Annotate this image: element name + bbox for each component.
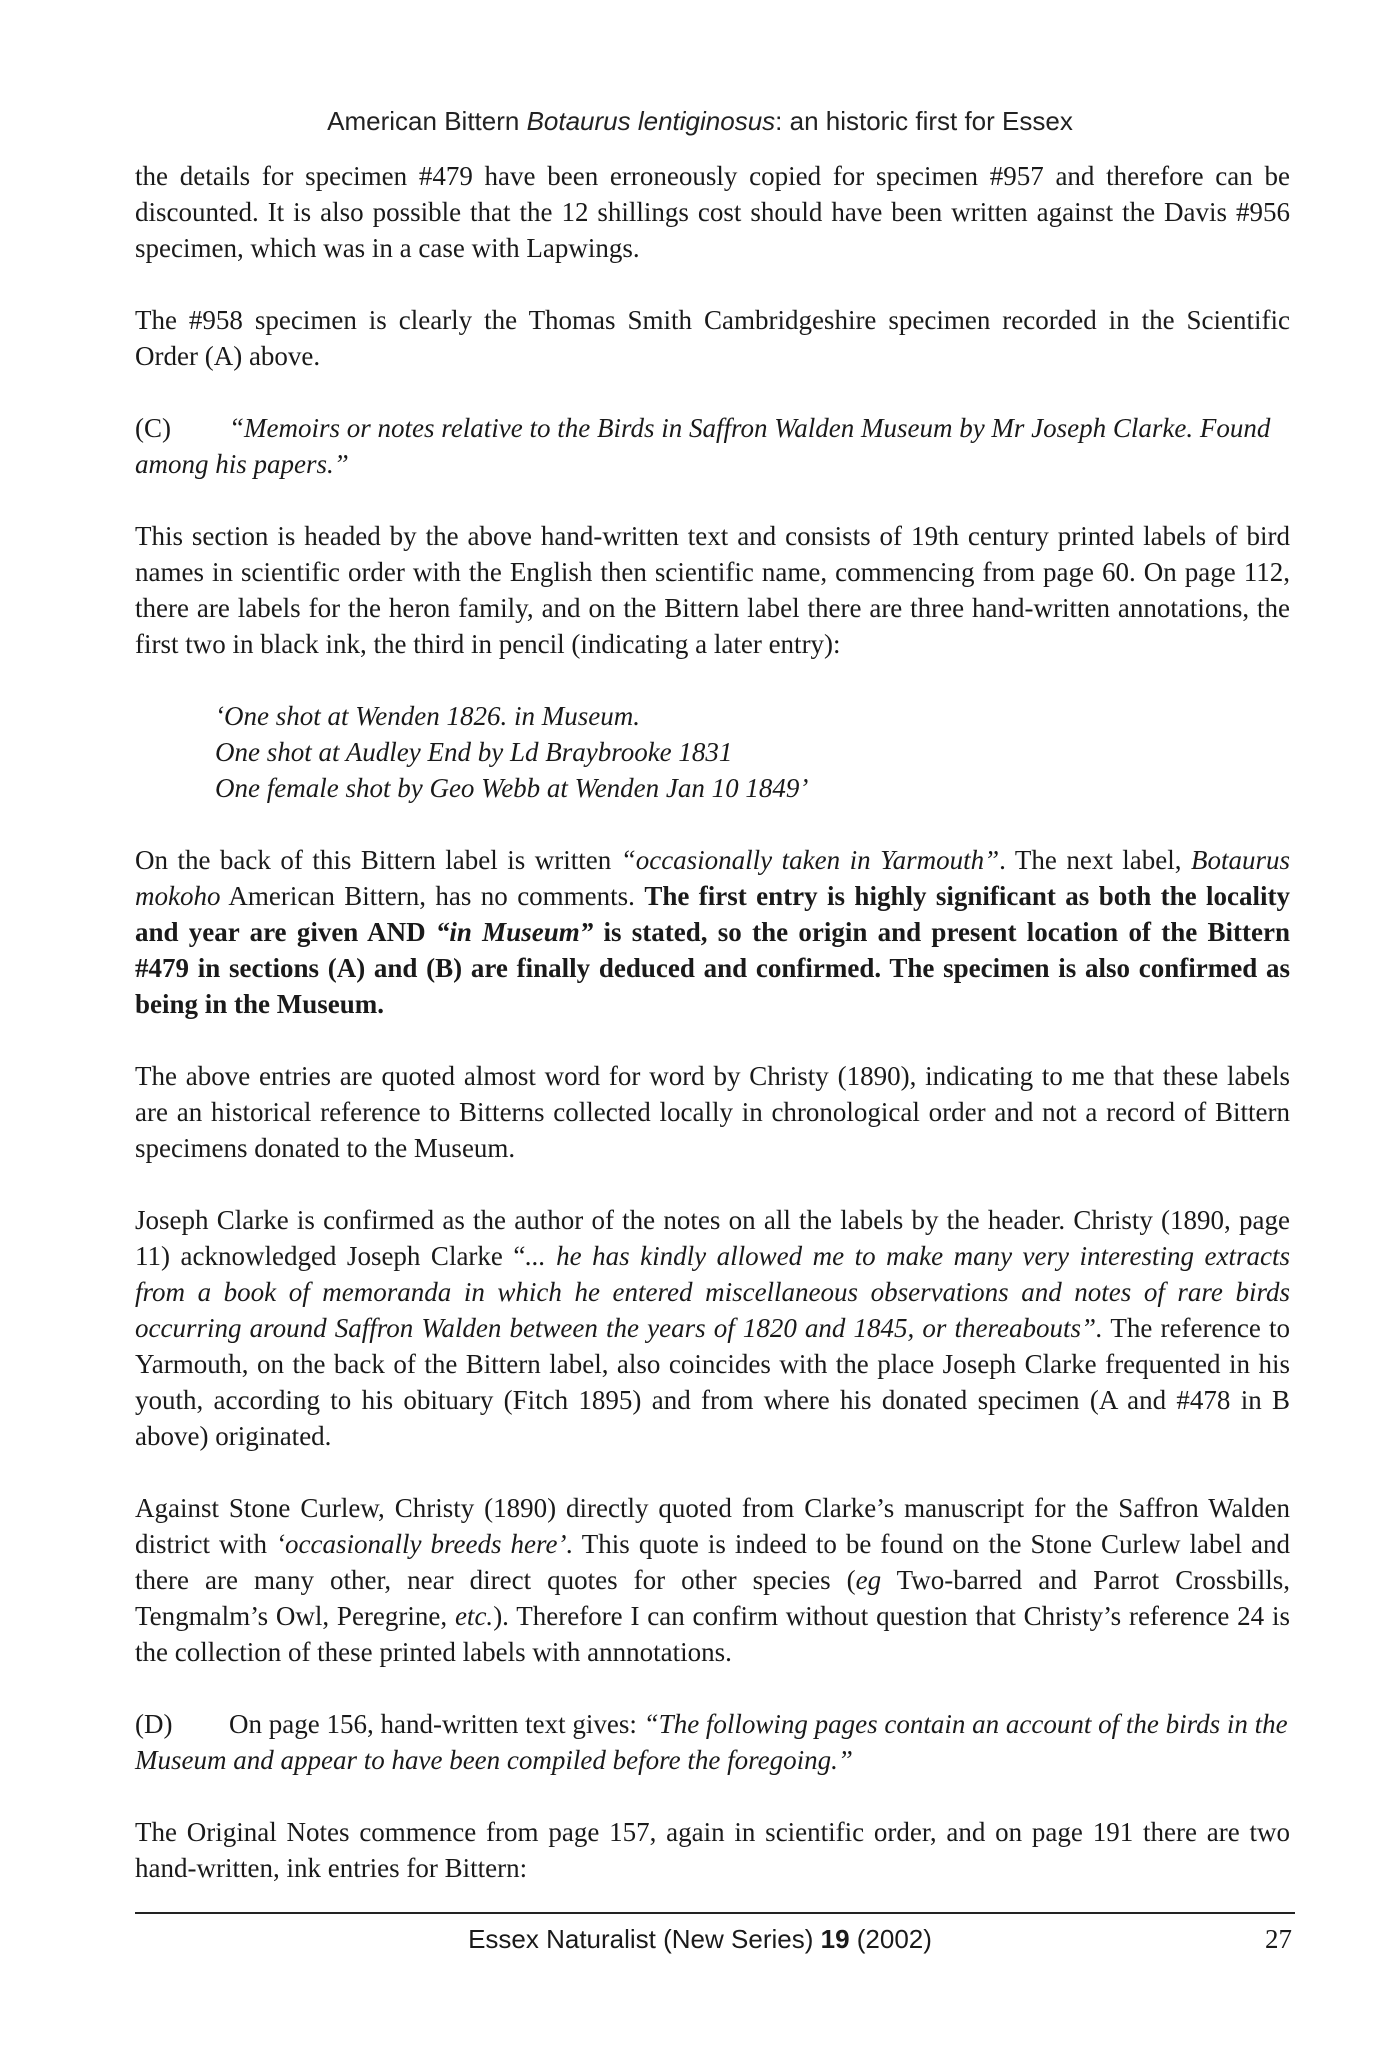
paragraph-labels-description: This section is headed by the above hand-written text and consists of 19th century printed labels of bird names in scientific order with the English then scientific name, commencing from page 60. On page 112, there are labels for the heron family, and on the Bittern label there are three hand-written annotations, the first two in black ink, the third in pencil (indicating a later entry): — [135, 521, 1290, 659]
paragraph-specimen-958: The #958 specimen is clearly the Thomas Smith Cambridgeshire specimen recorded in the Scientific Order (A) above. — [135, 305, 1290, 371]
quote-line-2: One shot at Audley End by Ld Braybrooke 1831 — [215, 737, 733, 767]
quote-line-3: One female shot by Geo Webb at Wenden Jan 10 1849’ — [215, 773, 809, 803]
italic-run: etc. — [454, 1601, 494, 1631]
journal-name: Essex Naturalist (New Series) — [468, 1924, 821, 1954]
text-run: Against Stone Curlew, Christy (1890) directly quoted from Clarke’s manuscript for the Saffron Walden district with — [135, 1493, 1290, 1559]
text-run: On the back of this Bittern label is written — [135, 845, 621, 875]
section-d-label: (D) — [135, 1709, 173, 1739]
italic-run: ... he has kindly allowed me to make many very interesting extracts from a book of memoranda in which he entered miscellaneous observations and notes of rare birds occurring around Saffron Walden between the years of 1820 and 1845, or thereabouts”. — [135, 1241, 1290, 1343]
paragraph-back-of-label — [135, 842, 1290, 1022]
paragraph-joseph-clarke — [135, 1202, 1290, 1454]
header-suffix: : an historic first for Essex — [775, 106, 1073, 136]
bold-italic-run: “in Museum” — [435, 917, 594, 947]
body-text — [135, 158, 1290, 1922]
footer-journal-citation — [0, 1924, 1400, 1955]
running-header — [0, 106, 1400, 137]
text-run: The reference to Yarmouth, on the back of the Bittern label, also coincides with the place Joseph Clarke frequented in his youth, according to his obituary (Fitch 1895) and from where his donated specimen (A and #478 in B above) originated. — [135, 1313, 1290, 1451]
italic-run: “The following pages contain an account of the birds in the Museum and appear to have been compiled before the foregoing.” — [135, 1709, 1288, 1775]
text-run: ). Therefore I can confirm without question that Christy’s reference 24 is the collection of these printed labels with annnotations. — [135, 1601, 1290, 1667]
header-species-name: Botaurus lentiginosus — [526, 106, 776, 136]
bittern-annotation-quote — [215, 698, 1290, 806]
italic-run: “occasionally taken in Yarmouth” — [620, 845, 1000, 875]
italic-run: eg — [855, 1565, 882, 1595]
footer-divider — [135, 1912, 1295, 1914]
text-run: American Bittern, has no comments. — [220, 881, 645, 911]
journal-year: (2002) — [849, 1924, 932, 1954]
paragraph-original-notes: The Original Notes commence from page 157, again in scientific order, and on page 191 there are two hand-written, ink entries for Bittern: — [135, 1817, 1290, 1883]
italic-run: ‘occasionally breeds here’. — [276, 1529, 574, 1559]
bold-run: The first entry is highly significant as both the locality and year are given AND — [135, 881, 1291, 947]
text-run: Two-barred and Parrot Crossbills, Tengmalm’s Owl, Peregrine, — [135, 1565, 1290, 1631]
text-run: Joseph Clarke is confirmed as the author of the notes on all the labels by the header. Christy (1890, page 11) acknowledged Joseph Clarke “ — [135, 1205, 1290, 1271]
italic-run: Botaurus mokoho — [135, 845, 1291, 911]
text-run: On page 156, hand-written text gives: — [229, 1709, 644, 1739]
paragraph-specimen-479: the details for specimen #479 have been erroneously copied for specimen #957 and therefore can be discounted. It is also possible that the 12 shillings cost should have been written against the Davis #956 specimen, which was in a case with Lapwings. — [135, 161, 1290, 263]
text-run: This quote is indeed to be found on the Stone Curlew label and there are many other, near direct quotes for other species ( — [135, 1529, 1290, 1595]
journal-volume: 19 — [820, 1924, 850, 1954]
section-c-label: (C) — [135, 413, 171, 443]
paragraph-stone-curlew — [135, 1490, 1290, 1670]
paragraph-section-d — [135, 1706, 1290, 1778]
paragraph-section-c — [135, 410, 1290, 482]
bold-run: is stated, so the origin and present location of the Bittern #479 in sections (A) and (B) are finally deduced and confirmed. The specimen is also confirmed as being in the Museum. — [135, 917, 1290, 1019]
text-run: . The next label, — [999, 845, 1191, 875]
section-c-heading-quote: “Memoirs or notes relative to the Birds in Saffron Walden Museum by Mr Joseph Clarke. Found among his papers.” — [135, 413, 1271, 479]
paragraph-christy-quotes: The above entries are quoted almost word for word by Christy (1890), indicating to me that these labels are an historical reference to Bitterns collected locally in chronological order and not a record of Bittern specimens donated to the Museum. — [135, 1061, 1290, 1163]
page-number: 27 — [1265, 1924, 1292, 1954]
header-prefix: American Bittern — [327, 106, 527, 136]
quote-line-1: ‘One shot at Wenden 1826. in Museum. — [215, 701, 640, 731]
